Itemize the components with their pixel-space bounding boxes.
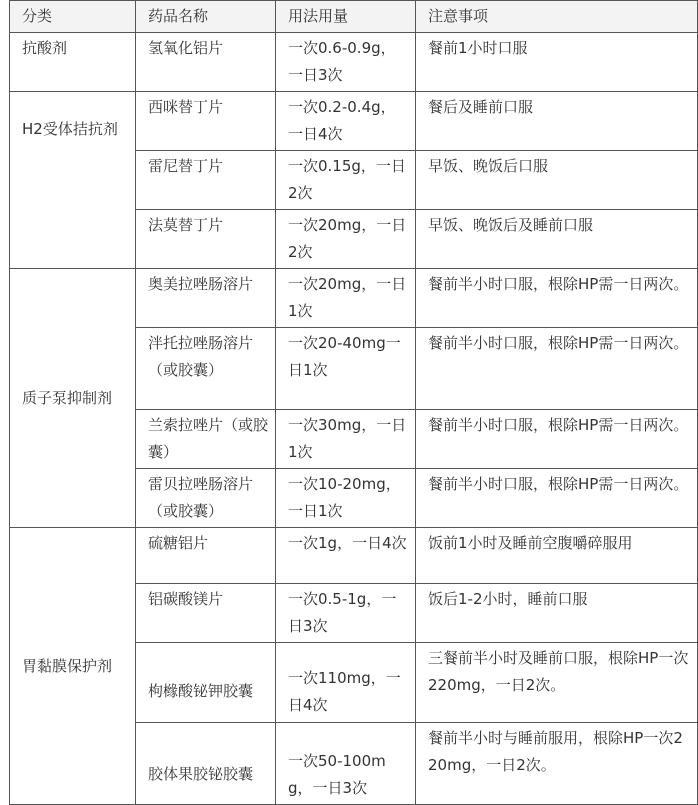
drug-name-cell: 奥美拉唑肠溶片: [136, 269, 276, 328]
drug-name-cell: 枸橼酸铋钾胶囊: [136, 643, 276, 723]
dosage-cell: 一次20mg，一日1次: [276, 269, 416, 328]
drug-name-cell: 氢氧化铝片: [136, 33, 276, 92]
header-dosage: 用法用量: [276, 1, 416, 33]
drug-name-cell: 雷贝拉唑肠溶片（或胶囊）: [136, 469, 276, 528]
drug-name-cell: 胶体果胶铋胶囊: [136, 723, 276, 805]
dosage-cell: 一次50-100mg，一日3次: [276, 723, 416, 805]
header-row: [10, 1, 698, 33]
header-notes: 注意事项: [416, 1, 698, 33]
drug-name-cell: 铝碳酸镁片: [136, 584, 276, 643]
notes-cell: 餐后及睡前口服: [416, 92, 698, 151]
drug-name-cell: 兰索拉唑片（或胶囊）: [136, 410, 276, 469]
table-row: [10, 528, 698, 584]
notes-cell: 餐前半小时口服，根除HP需一日两次。: [416, 410, 698, 469]
drug-name-cell: 西咪替丁片: [136, 92, 276, 151]
drug-name-cell: 泮托拉唑肠溶片（或胶囊）: [136, 328, 276, 410]
table-row: [10, 269, 698, 328]
notes-cell: 餐前1小时口服: [416, 33, 698, 92]
dosage-cell: 一次20-40mg一日1次: [276, 328, 416, 410]
dosage-cell: 一次110mg，一日4次: [276, 643, 416, 723]
dosage-cell: 一次20mg，一日2次: [276, 210, 416, 269]
drug-name-cell: 法莫替丁片: [136, 210, 276, 269]
notes-cell: 早饭、晚饭后及睡前口服: [416, 210, 698, 269]
dosage-cell: 一次0.6-0.9g，一日3次: [276, 33, 416, 92]
table-row: [10, 92, 698, 151]
category-cell: [10, 92, 136, 269]
category-label: H2受体拮抗剂: [22, 120, 118, 138]
dosage-cell: 一次0.15g，一日2次: [276, 151, 416, 210]
dosage-cell: 一次0.2-0.4g，一日4次: [276, 92, 416, 151]
category-cell: 抗酸剂: [10, 33, 136, 92]
notes-cell: 餐前半小时与睡前服用，根除HP一次220mg，一日2次。: [416, 723, 698, 805]
category-cell: 胃黏膜保护剂: [10, 528, 136, 805]
table-row: [10, 33, 698, 92]
dosage-cell: 一次0.5-1g，一日3次: [276, 584, 416, 643]
dosage-cell: 一次30mg，一日1次: [276, 410, 416, 469]
header-category: 分类: [10, 1, 136, 33]
notes-cell: 早饭、晚饭后口服: [416, 151, 698, 210]
category-cell: 质子泵抑制剂: [10, 269, 136, 528]
dosage-cell: 一次10-20mg，一日1次: [276, 469, 416, 528]
notes-cell: 餐前半小时口服，根除HP需一日两次。: [416, 328, 698, 410]
drug-table: [9, 0, 698, 805]
drug-name-cell: 硫糖铝片: [136, 528, 276, 584]
dosage-cell: 一次1g，一日4次: [276, 528, 416, 584]
notes-cell: 餐前半小时口服，根除HP需一日两次。: [416, 269, 698, 328]
drug-name-cell: 雷尼替丁片: [136, 151, 276, 210]
notes-cell: 三餐前半小时及睡前口服，根除HP一次220mg，一日2次。: [416, 643, 698, 723]
notes-cell: 饭前1小时及睡前空腹嚼碎服用: [416, 528, 698, 584]
notes-cell: 饭后1-2小时，睡前口服: [416, 584, 698, 643]
header-drug-name: 药品名称: [136, 1, 276, 33]
notes-cell: 餐前半小时口服，根除HP需一日两次。: [416, 469, 698, 528]
